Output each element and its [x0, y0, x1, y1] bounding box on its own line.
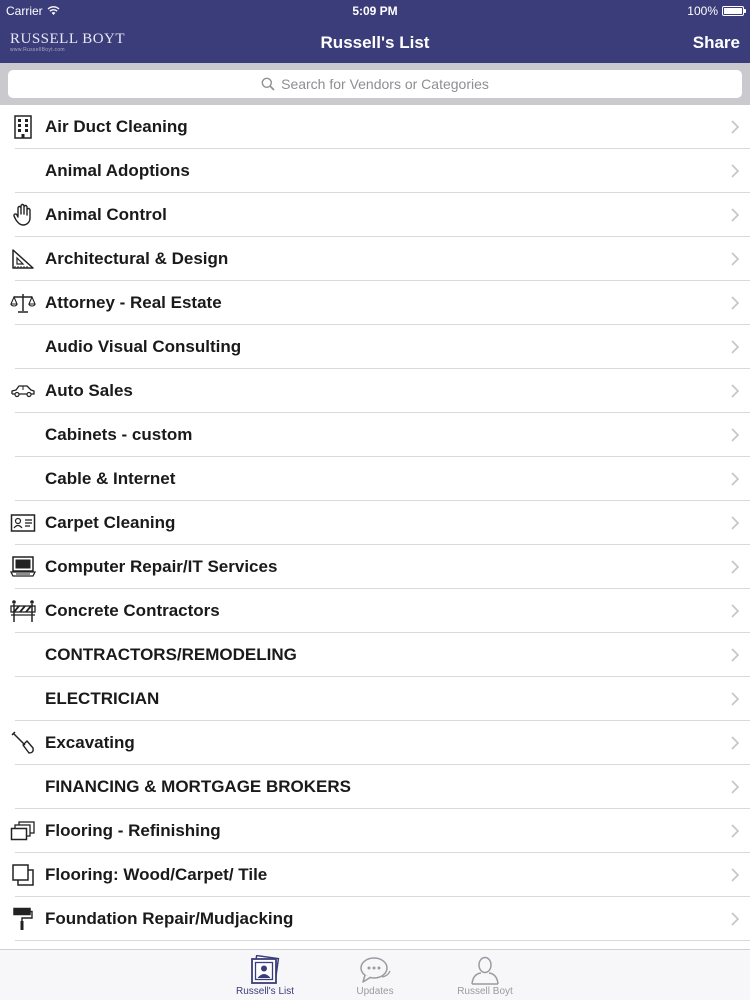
category-label: Flooring - Refinishing: [45, 821, 221, 840]
category-label: Auto Sales: [45, 381, 133, 400]
share-button[interactable]: Share: [692, 32, 740, 52]
category-label: Animal Control: [45, 205, 167, 224]
barrier-icon: [10, 599, 36, 623]
logo: [10, 32, 125, 53]
chevron-right-icon: [731, 736, 739, 750]
category-label: Cabinets - custom: [45, 425, 193, 444]
category-label: Animal Adoptions: [45, 161, 190, 180]
category-row[interactable]: [0, 633, 750, 677]
wifi-icon: [47, 6, 60, 16]
chevron-right-icon: [731, 252, 739, 266]
chat-bubbles-icon: [358, 955, 392, 985]
chevron-right-icon: [731, 384, 739, 398]
id-card-icon: [10, 513, 36, 533]
status-bar: [0, 0, 750, 22]
category-label: Attorney - Real Estate: [45, 293, 222, 312]
category-row[interactable]: [0, 325, 750, 369]
person-icon: [468, 955, 502, 985]
scales-icon: [10, 292, 36, 314]
carrier-label: Carrier: [6, 4, 43, 18]
navigation-bar: [0, 22, 750, 63]
status-time: 5:09 PM: [352, 4, 398, 18]
computer-icon: [10, 555, 36, 579]
building-icon: [12, 115, 34, 139]
category-label: Computer Repair/IT Services: [45, 557, 278, 576]
chevron-right-icon: [731, 208, 739, 222]
chevron-right-icon: [731, 912, 739, 926]
category-label: Foundation Repair/Mudjacking: [45, 909, 294, 928]
hand-icon: [12, 203, 34, 227]
category-label: Architectural & Design: [45, 249, 229, 268]
category-list: [0, 105, 750, 948]
category-label: Audio Visual Consulting: [45, 337, 242, 356]
paint-roller-icon: [12, 907, 34, 931]
tab-bar: [0, 949, 750, 1000]
chevron-right-icon: [731, 164, 739, 178]
tab-updates[interactable]: [335, 950, 415, 1000]
chevron-right-icon: [731, 692, 739, 706]
chevron-right-icon: [731, 824, 739, 838]
chevron-right-icon: [731, 604, 739, 618]
tab-label: Russell's List: [235, 986, 295, 997]
car-icon: [10, 383, 36, 399]
category-label: ELECTRICIAN: [45, 689, 160, 708]
tab-russells-list[interactable]: [225, 950, 305, 1000]
chevron-right-icon: [731, 648, 739, 662]
category-label: Excavating: [45, 733, 135, 752]
tab-label: Russell Boyt: [457, 986, 513, 997]
category-row[interactable]: [0, 237, 750, 281]
category-row[interactable]: [0, 281, 750, 325]
category-label: Air Duct Cleaning: [45, 117, 188, 136]
category-row[interactable]: [0, 193, 750, 237]
category-row[interactable]: [0, 677, 750, 721]
category-label: Flooring: Wood/Carpet/ Tile: [45, 865, 268, 884]
chevron-right-icon: [731, 120, 739, 134]
layers-icon: [10, 820, 36, 842]
tab-label: Updates: [356, 986, 394, 997]
category-row[interactable]: [0, 545, 750, 589]
search-icon: [261, 77, 275, 91]
search-placeholder: Search for Vendors or Categories: [281, 76, 489, 92]
category-row[interactable]: [0, 501, 750, 545]
category-row[interactable]: [0, 589, 750, 633]
tab-russell-boyt[interactable]: [445, 950, 525, 1000]
category-row[interactable]: [0, 765, 750, 809]
category-label: Carpet Cleaning: [45, 513, 176, 532]
chevron-right-icon: [731, 780, 739, 794]
category-row[interactable]: [0, 149, 750, 193]
chevron-right-icon: [731, 296, 739, 310]
chevron-right-icon: [731, 340, 739, 354]
chevron-right-icon: [731, 428, 739, 442]
shovel-icon: [11, 731, 35, 755]
chevron-right-icon: [731, 560, 739, 574]
chevron-right-icon: [731, 472, 739, 486]
category-label: CONTRACTORS/REMODELING: [45, 645, 297, 664]
photo-list-icon: [248, 955, 282, 985]
category-label: Concrete Contractors: [45, 601, 220, 620]
page-title: Russell's List: [320, 32, 430, 52]
battery-icon: [722, 6, 744, 16]
squares-icon: [11, 863, 35, 887]
category-label: FINANCING & MORTGAGE BROKERS: [45, 777, 351, 796]
category-row[interactable]: [0, 105, 750, 149]
category-row[interactable]: [0, 721, 750, 765]
category-row[interactable]: [0, 369, 750, 413]
search-input[interactable]: [8, 70, 742, 98]
logo-text: RUSSELL BOYT: [10, 31, 126, 47]
set-square-icon: [11, 248, 35, 270]
category-row[interactable]: [0, 853, 750, 897]
category-row[interactable]: [0, 897, 750, 941]
category-label: Cable & Internet: [45, 469, 176, 488]
category-row[interactable]: [0, 457, 750, 501]
logo-subtext: www.RussellBoyt.com: [10, 47, 65, 53]
chevron-right-icon: [731, 868, 739, 882]
search-bar: [0, 63, 750, 105]
chevron-right-icon: [731, 516, 739, 530]
battery-percent: 100%: [687, 4, 718, 18]
category-row[interactable]: [0, 413, 750, 457]
category-row[interactable]: [0, 809, 750, 853]
